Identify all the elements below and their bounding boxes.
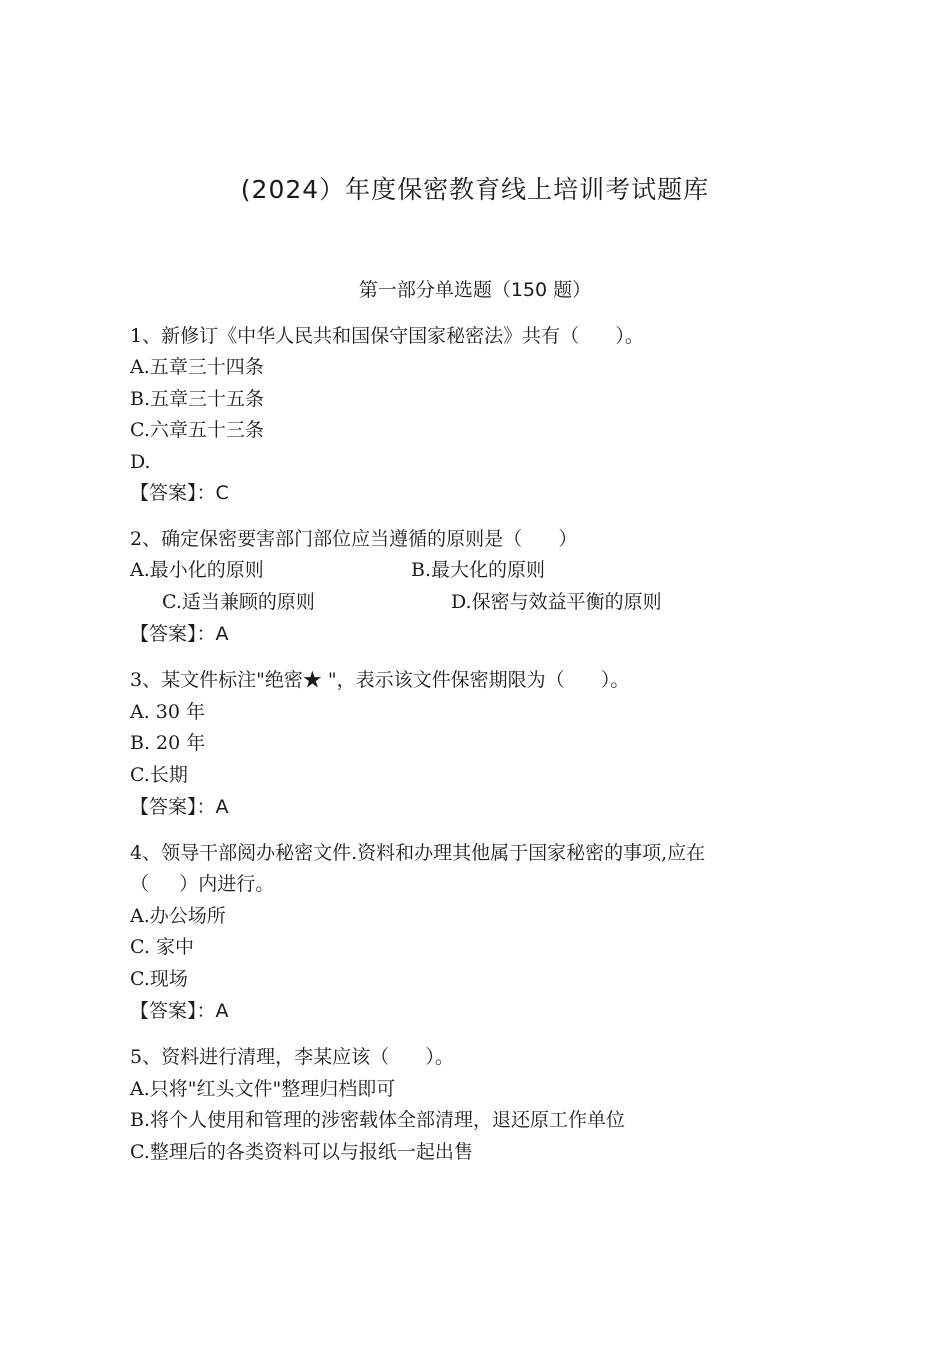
question-1-option-c: C.六章五十三条 [130,419,264,441]
question-2-answer: 【答案】：A [130,623,229,645]
section-title: 第一部分单选题（150 题） [358,279,592,301]
question-1-option-a: A.五章三十四条 [130,356,264,378]
question-4-option-c2: C.现场 [130,968,188,990]
question-1-stem: 1、新修订《中华人民共和国保守国家秘密法》共有（ ）。 [130,325,644,347]
question-2-option-a: A.最小化的原则 [130,559,264,581]
question-4-option-c1: C. 家中 [130,936,194,958]
question-4-option-a: A.办公场所 [130,905,226,927]
question-3-option-b: B. 20 年 [130,732,206,754]
question-1-option-d: D. [130,451,151,473]
question-4-stem-line-2: （ ）内进行。 [130,873,275,895]
question-3-option-a: A. 30 年 [130,701,206,723]
question-5-option-b: B.将个人使用和管理的涉密载体全部清理，退还原工作单位 [130,1109,626,1131]
question-1-option-b: B.五章三十五条 [130,388,265,410]
document-title: (2024）年度保密教育线上培训考试题库 [240,175,710,204]
question-5-option-a: A.只将"红头文件"整理归档即可 [130,1078,396,1100]
question-2-option-b: B.最大化的原则 [411,559,546,581]
question-2-stem: 2、确定保密要害部门部位应当遵循的原则是（ ） [130,528,578,550]
question-1-answer: 【答案】：C [130,482,229,504]
question-2-option-d: D.保密与效益平衡的原则 [451,591,662,613]
question-3-answer: 【答案】：A [130,796,229,818]
question-5-stem: 5、资料进行清理，李某应该（ ）。 [130,1046,454,1068]
question-3-stem: 3、某文件标注"绝密★ "，表示该文件保密期限为（ ）。 [130,669,630,691]
question-4-stem-line-1: 4、领导干部阅办秘密文件.资料和办理其他属于国家秘密的事项,应在 [130,842,706,864]
question-4-answer: 【答案】：A [130,1000,229,1022]
question-5-option-c: C.整理后的各类资料可以与报纸一起出售 [130,1141,473,1163]
question-3-option-c: C.长期 [130,764,188,786]
question-2-option-c: C.适当兼顾的原则 [162,591,315,613]
